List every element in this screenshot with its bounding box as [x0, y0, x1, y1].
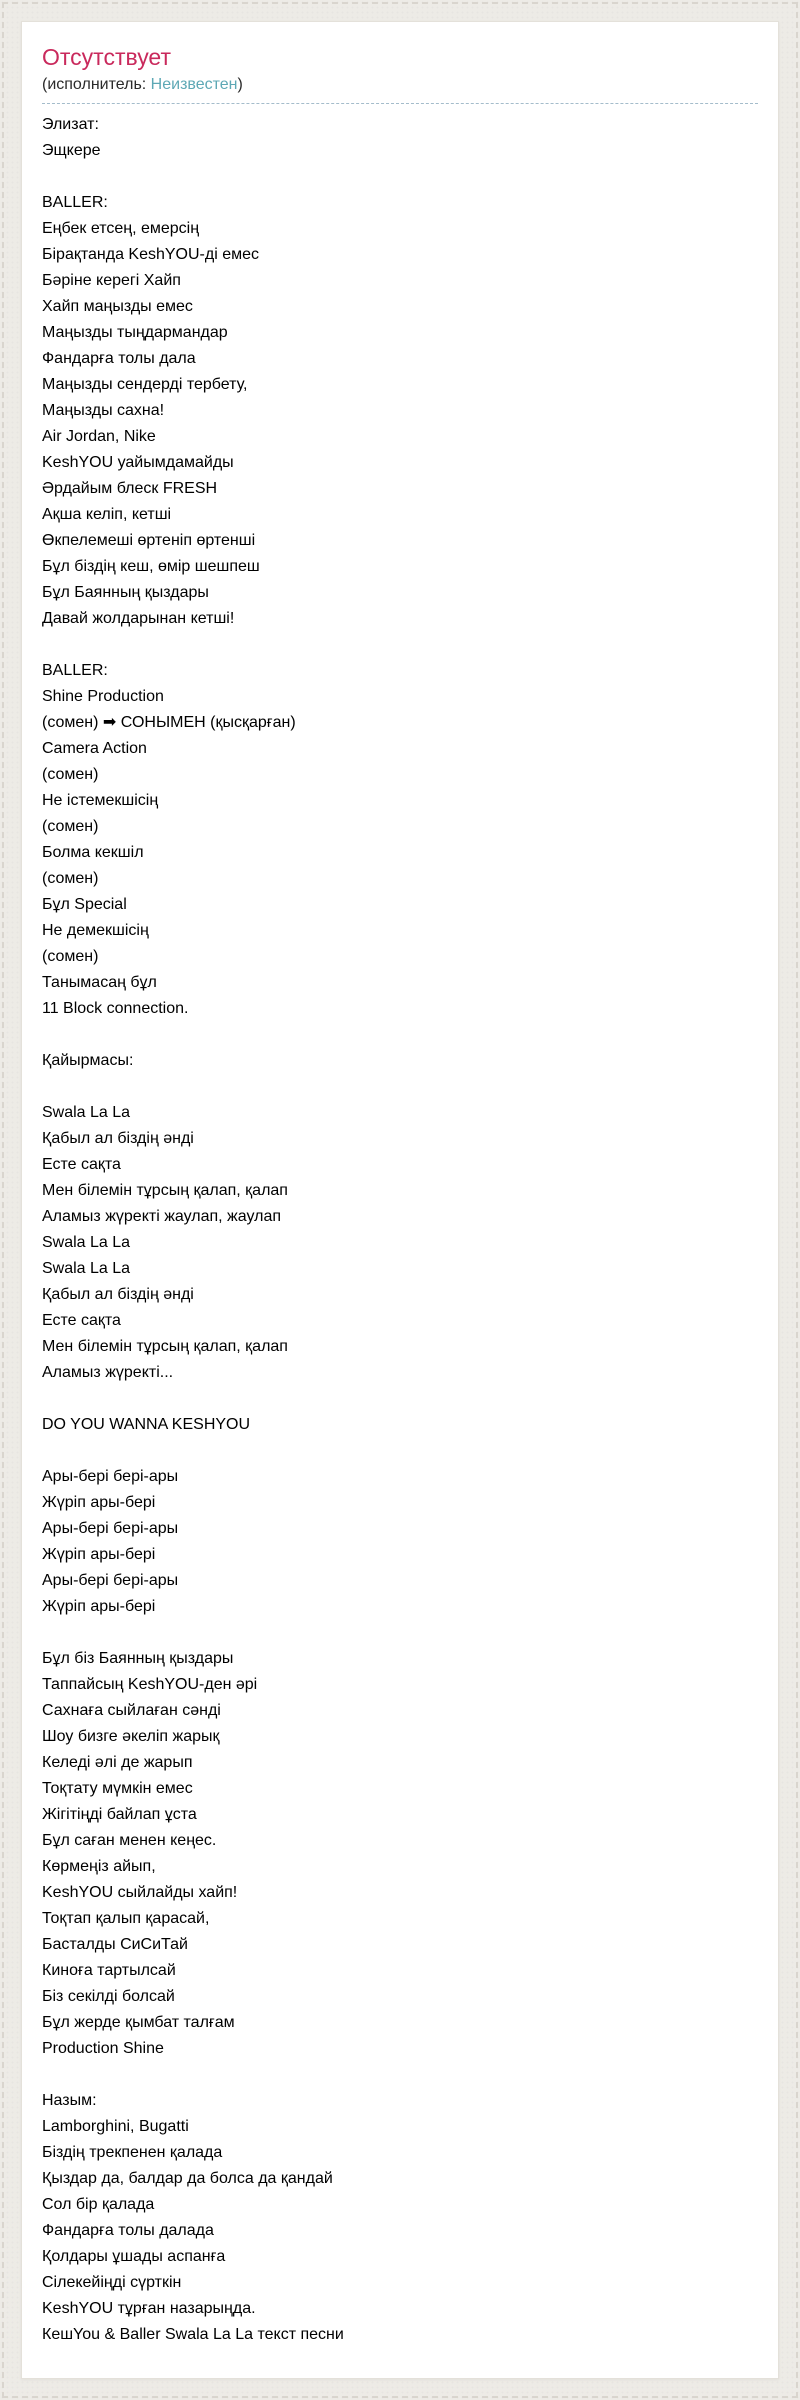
lyric-line: Есте сақта — [42, 1311, 121, 1329]
lyric-line: Танымасаң бұл — [42, 973, 157, 991]
lyric-line: Көрмеңіз айып, — [42, 1857, 156, 1875]
lyric-line: Тоқтату мүмкін емес — [42, 1779, 193, 1797]
lyric-line: Давай жолдарынан кетші! — [42, 609, 235, 627]
lyric-line — [42, 632, 758, 658]
lyric-line: Бұл Баянның қыздары — [42, 583, 209, 601]
lyric-line: Элизат: — [42, 115, 99, 133]
lyric-line: Біздің трекпенен қалада — [42, 2143, 223, 2161]
lyric-line: Қыздар да, балдар да болса да қандай — [42, 2169, 333, 2187]
performer-suffix: ) — [237, 75, 243, 93]
lyric-line: Аламыз жүректі жаулап, жаулап — [42, 1207, 282, 1225]
lyric-line: Тоқтап қалып қарасай, — [42, 1909, 210, 1927]
lyric-line: Production Shine — [42, 2039, 164, 2057]
lyric-line — [42, 1438, 758, 1464]
lyric-line: Қолдары ұшады аспанға — [42, 2247, 226, 2265]
lyric-line: Ары-бері бері-ары — [42, 1571, 179, 1589]
lyric-line: Бұл біз Баянның қыздары — [42, 1649, 234, 1667]
lyric-line: Мен білемін тұрсың қалап, қалап — [42, 1337, 288, 1355]
lyric-line: Әрдайым блеск FRESH — [42, 479, 218, 497]
lyric-line: Келеді әлі де жарып — [42, 1753, 193, 1771]
song-header — [42, 44, 758, 104]
lyric-line: Өкпелемеші өртеніп өртенші — [42, 531, 256, 549]
lyric-line: Не демекшісің — [42, 921, 149, 939]
lyric-line: Бәріне керегі Хайп — [42, 271, 181, 289]
lyric-line: Бұл Special — [42, 895, 127, 913]
lyric-line: (сомен) — [42, 869, 99, 887]
lyric-line: Назым: — [42, 2091, 97, 2109]
lyric-line: Біз секілді болсай — [42, 1987, 175, 2005]
performer-link[interactable]: Неизвестен — [150, 75, 238, 93]
lyric-line: KeshYOU сыйлайды хайп! — [42, 1883, 238, 1901]
lyric-line: Swala La La — [42, 1259, 131, 1277]
lyric-line: Фандарға толы далада — [42, 2221, 214, 2239]
lyric-line: Эщкере — [42, 141, 101, 159]
lyric-line: Еңбек етсең, емерсің — [42, 219, 200, 237]
lyric-line: Бұл біздің кеш, өмір шешпеш — [42, 557, 260, 575]
lyric-line — [42, 2062, 758, 2088]
lyric-line: Жігітіңді байлап ұста — [42, 1805, 197, 1823]
lyric-line: Болма кекшіл — [42, 843, 144, 861]
performer-line — [42, 75, 758, 94]
lyric-line: Сілекейіңді сүрткін — [42, 2273, 182, 2291]
lyric-line — [42, 1022, 758, 1048]
lyric-line: BALLER: — [42, 661, 108, 679]
lyric-line: Қайырмасы: — [42, 1051, 134, 1069]
lyric-line — [42, 1074, 758, 1100]
lyric-line: 11 Block connection. — [42, 999, 189, 1017]
lyric-line: Бірақтанда KeshYOU-ді емес — [42, 245, 260, 263]
lyric-line — [42, 1386, 758, 1412]
lyric-line: BALLER: — [42, 193, 108, 211]
lyric-line: Аламыз жүректі... — [42, 1363, 174, 1381]
lyric-line: Camera Action — [42, 739, 147, 757]
lyric-line: (сомен) ➡ СОНЫМЕН (қысқарған) — [42, 713, 296, 731]
lyric-line: KeshYOU тұрған назарыңда. — [42, 2299, 256, 2317]
lyric-line: Маңызды сендерді тербету, — [42, 375, 248, 393]
lyric-line: (сомен) — [42, 765, 99, 783]
lyric-line: Swala La La — [42, 1233, 131, 1251]
lyric-line: Shine Production — [42, 687, 164, 705]
lyric-line: Маңызды тыңдармандар — [42, 323, 228, 341]
lyric-line: Ақша келіп, кетші — [42, 505, 172, 523]
lyric-line: Таппайсың KeshYOU-ден әрі — [42, 1675, 258, 1693]
lyrics-card — [21, 21, 779, 2379]
lyric-line: (сомен) — [42, 947, 99, 965]
lyric-line: КешYou & Baller Swala La La текст песни — [42, 2325, 344, 2343]
lyric-line: Сол бір қалада — [42, 2195, 155, 2213]
lyric-line — [42, 164, 758, 190]
lyric-line: Жүріп ары-бері — [42, 1493, 156, 1511]
lyric-line: Басталды СиСиТай — [42, 1935, 188, 1953]
lyric-line: Шоу бизге әкеліп жарық — [42, 1727, 220, 1745]
lyric-line: Ары-бері бері-ары — [42, 1519, 179, 1537]
lyric-line: Киноға тартылсай — [42, 1961, 176, 1979]
lyric-line: DO YOU WANNA KESHYOU — [42, 1415, 251, 1433]
lyric-line: Сахнаға сыйлаған сәнді — [42, 1701, 221, 1719]
lyric-line: Air Jordan, Nike — [42, 427, 156, 445]
lyric-line: Қабыл ал біздің әнді — [42, 1285, 194, 1303]
lyric-line: Бұл саған менен кеңес. — [42, 1831, 217, 1849]
song-title: Отсутствует — [42, 44, 171, 70]
lyric-line: Не істемекшісің — [42, 791, 159, 809]
lyric-line — [42, 1620, 758, 1646]
lyrics-text — [42, 112, 758, 2348]
lyric-line: KeshYOU уайымдамайды — [42, 453, 234, 471]
lyric-line: Ары-бері бері-ары — [42, 1467, 179, 1485]
lyric-line: Хайп маңызды емес — [42, 297, 193, 315]
lyric-line: (сомен) — [42, 817, 99, 835]
lyric-line: Жүріп ары-бері — [42, 1545, 156, 1563]
lyric-line: Бұл жерде қымбат талғам — [42, 2013, 235, 2031]
lyric-line: Swala La La — [42, 1103, 131, 1121]
lyric-line: Мен білемін тұрсың қалап, қалап — [42, 1181, 288, 1199]
lyric-line: Маңызды сахна! — [42, 401, 165, 419]
lyric-line: Қабыл ал біздің әнді — [42, 1129, 194, 1147]
lyric-line: Фандарға толы дала — [42, 349, 196, 367]
lyric-line: Есте сақта — [42, 1155, 121, 1173]
performer-label: (исполнитель: — [42, 75, 151, 93]
lyric-line: Lamborghini, Bugatti — [42, 2117, 189, 2135]
lyric-line: Жүріп ары-бері — [42, 1597, 156, 1615]
